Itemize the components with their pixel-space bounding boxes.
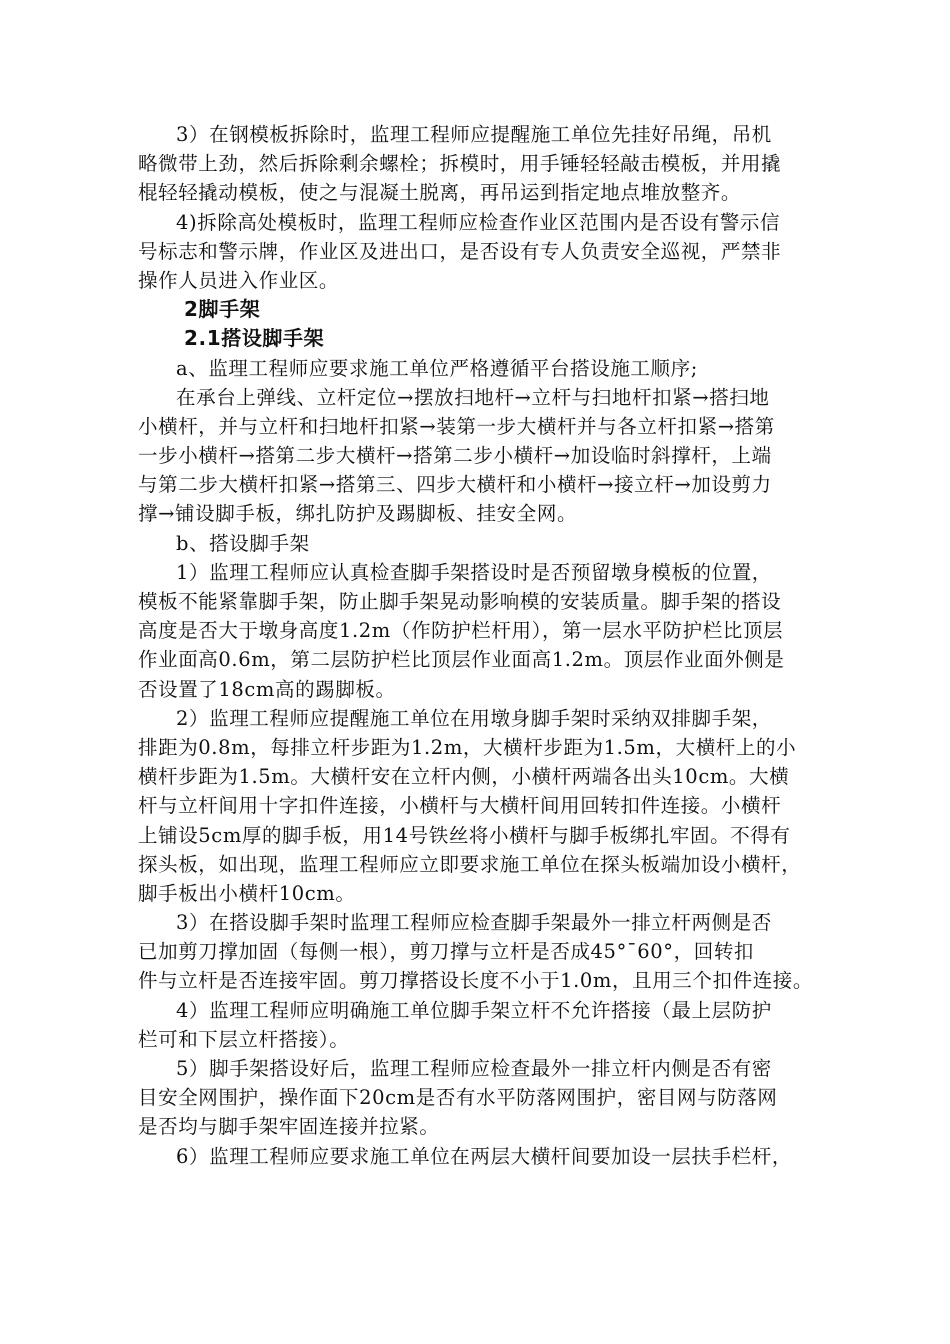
paragraph-line: 排距为0.8m，每排立杆步距为1.2m，大横杆步距为1.5m，大横杆上的小 bbox=[138, 735, 797, 759]
paragraph-line: 略微带上劲，然后拆除剩余螺栓；拆模时，用手锤轻轻敲击模板，并用撬 bbox=[138, 152, 782, 176]
paragraph-line: 2）监理工程师应提醒施工单位在用墩身脚手架时采纳双排脚手架， bbox=[176, 706, 772, 730]
paragraph-line: 5）脚手架搭设好后，监理工程师应检查最外一排立杆内侧是否有密 bbox=[176, 1057, 772, 1080]
paragraph-line: 探头板，如出现，监理工程师应立即要求施工单位在探头板端加设小横杆， bbox=[138, 852, 802, 876]
section-heading: 2脚手架 bbox=[184, 297, 261, 322]
paragraph-line: 在承台上弹线、立杆定位→摆放扫地杆→立杆与扫地杆扣紧→搭扫地 bbox=[176, 385, 770, 409]
paragraph-line: 横杆步距为1.5m。大横杆安在立杆内侧，小横杆两端各出头10cm。大横 bbox=[138, 765, 790, 789]
paragraph-line: 已加剪刀撑加固（每侧一根），剪刀撑与立杆是否成45°¯60°，回转扣 bbox=[138, 940, 755, 964]
paragraph-line: 件与立杆是否连接牢固。剪刀撑搭设长度不小于1.0m，且用三个扣件连接。 bbox=[138, 969, 814, 993]
paragraph-line: 3）在搭设脚手架时监理工程师应检查脚手架最外一排立杆两侧是否 bbox=[176, 911, 772, 935]
paragraph-line: 棍轻轻撬动模板，使之与混凝土脱离，再吊运到指定地点堆放整齐。 bbox=[138, 181, 742, 205]
paragraph-line: b、搭设脚手架 bbox=[176, 531, 310, 555]
paragraph-line: 3）在钢模板拆除时，监理工程师应提醒施工单位先挂好吊绳，吊机 bbox=[176, 123, 772, 146]
paragraph-line: 小横杆，并与立杆和扫地杆扣紧→装第一步大横杆并与各立杆扣紧→搭第 bbox=[138, 414, 775, 438]
paragraph-line: 高度是否大于墩身高度1.2m（作防护栏杆用），第一层水平防护栏比顶层 bbox=[138, 619, 784, 643]
paragraph-line: 4）监理工程师应明确施工单位脚手架立杆不允许搭接（最上层防护 bbox=[176, 998, 772, 1022]
paragraph-line: 模板不能紧靠脚手架，防止脚手架晃动影响模的安装质量。脚手架的搭设 bbox=[138, 590, 782, 613]
paragraph-line: 撑→铺设脚手板，绑扎防护及踢脚板、挂安全网。 bbox=[138, 502, 578, 526]
paragraph-line: 4)拆除高处模板时，监理工程师应检查作业区范围内是否设有警示信 bbox=[176, 210, 781, 234]
paragraph-line: 脚手板出小横杆10cm。 bbox=[138, 881, 356, 905]
paragraph-line: 上铺设5cm厚的脚手板，用14号铁丝将小横杆与脚手板绑扎牢固。不得有 bbox=[138, 823, 791, 847]
paragraph-line: 作业面高0.6m，第二层防护栏比顶层作业面高1.2m。顶层作业面外侧是 bbox=[138, 648, 785, 672]
paragraph-line: 一步小横杆→搭第二步大横杆→搭第二步小横杆→加设临时斜撑杆，上端 bbox=[138, 444, 772, 468]
document-page bbox=[138, 120, 862, 1171]
paragraph-line: 是否均与脚手架牢固连接并拉紧。 bbox=[138, 1115, 440, 1139]
paragraph-line: 操作人员进入作业区。 bbox=[138, 268, 340, 292]
paragraph-line: 栏可和下层立杆搭接）。 bbox=[138, 1027, 350, 1051]
paragraph-line: 号标志和警示牌，作业区及进出口，是否设有专人负责安全巡视，严禁非 bbox=[138, 239, 782, 263]
paragraph-line: 与第二步大横杆扣紧→搭第三、四步大横杆和小横杆→接立杆→加设剪力 bbox=[138, 473, 772, 497]
paragraph-line: a、监理工程师应要求施工单位严格遵循平台搭设施工顺序; bbox=[176, 356, 698, 380]
paragraph-line: 杆与立杆间用十字扣件连接，小横杆与大横杆间用回转扣件连接。小横杆 bbox=[138, 794, 782, 818]
paragraph-line: 6）监理工程师应要求施工单位在两层大横杆间要加设一层扶手栏杆， bbox=[176, 1144, 793, 1168]
paragraph-line: 1）监理工程师应认真检查脚手架搭设时是否预留墩身模板的位置， bbox=[176, 560, 772, 584]
subsection-heading: 2.1搭设脚手架 bbox=[184, 326, 325, 351]
paragraph-line: 否设置了18cm高的踢脚板。 bbox=[138, 677, 396, 701]
paragraph-line: 目安全网围护，操作面下20cm是否有水平防落网围护，密目网与防落网 bbox=[138, 1086, 778, 1110]
